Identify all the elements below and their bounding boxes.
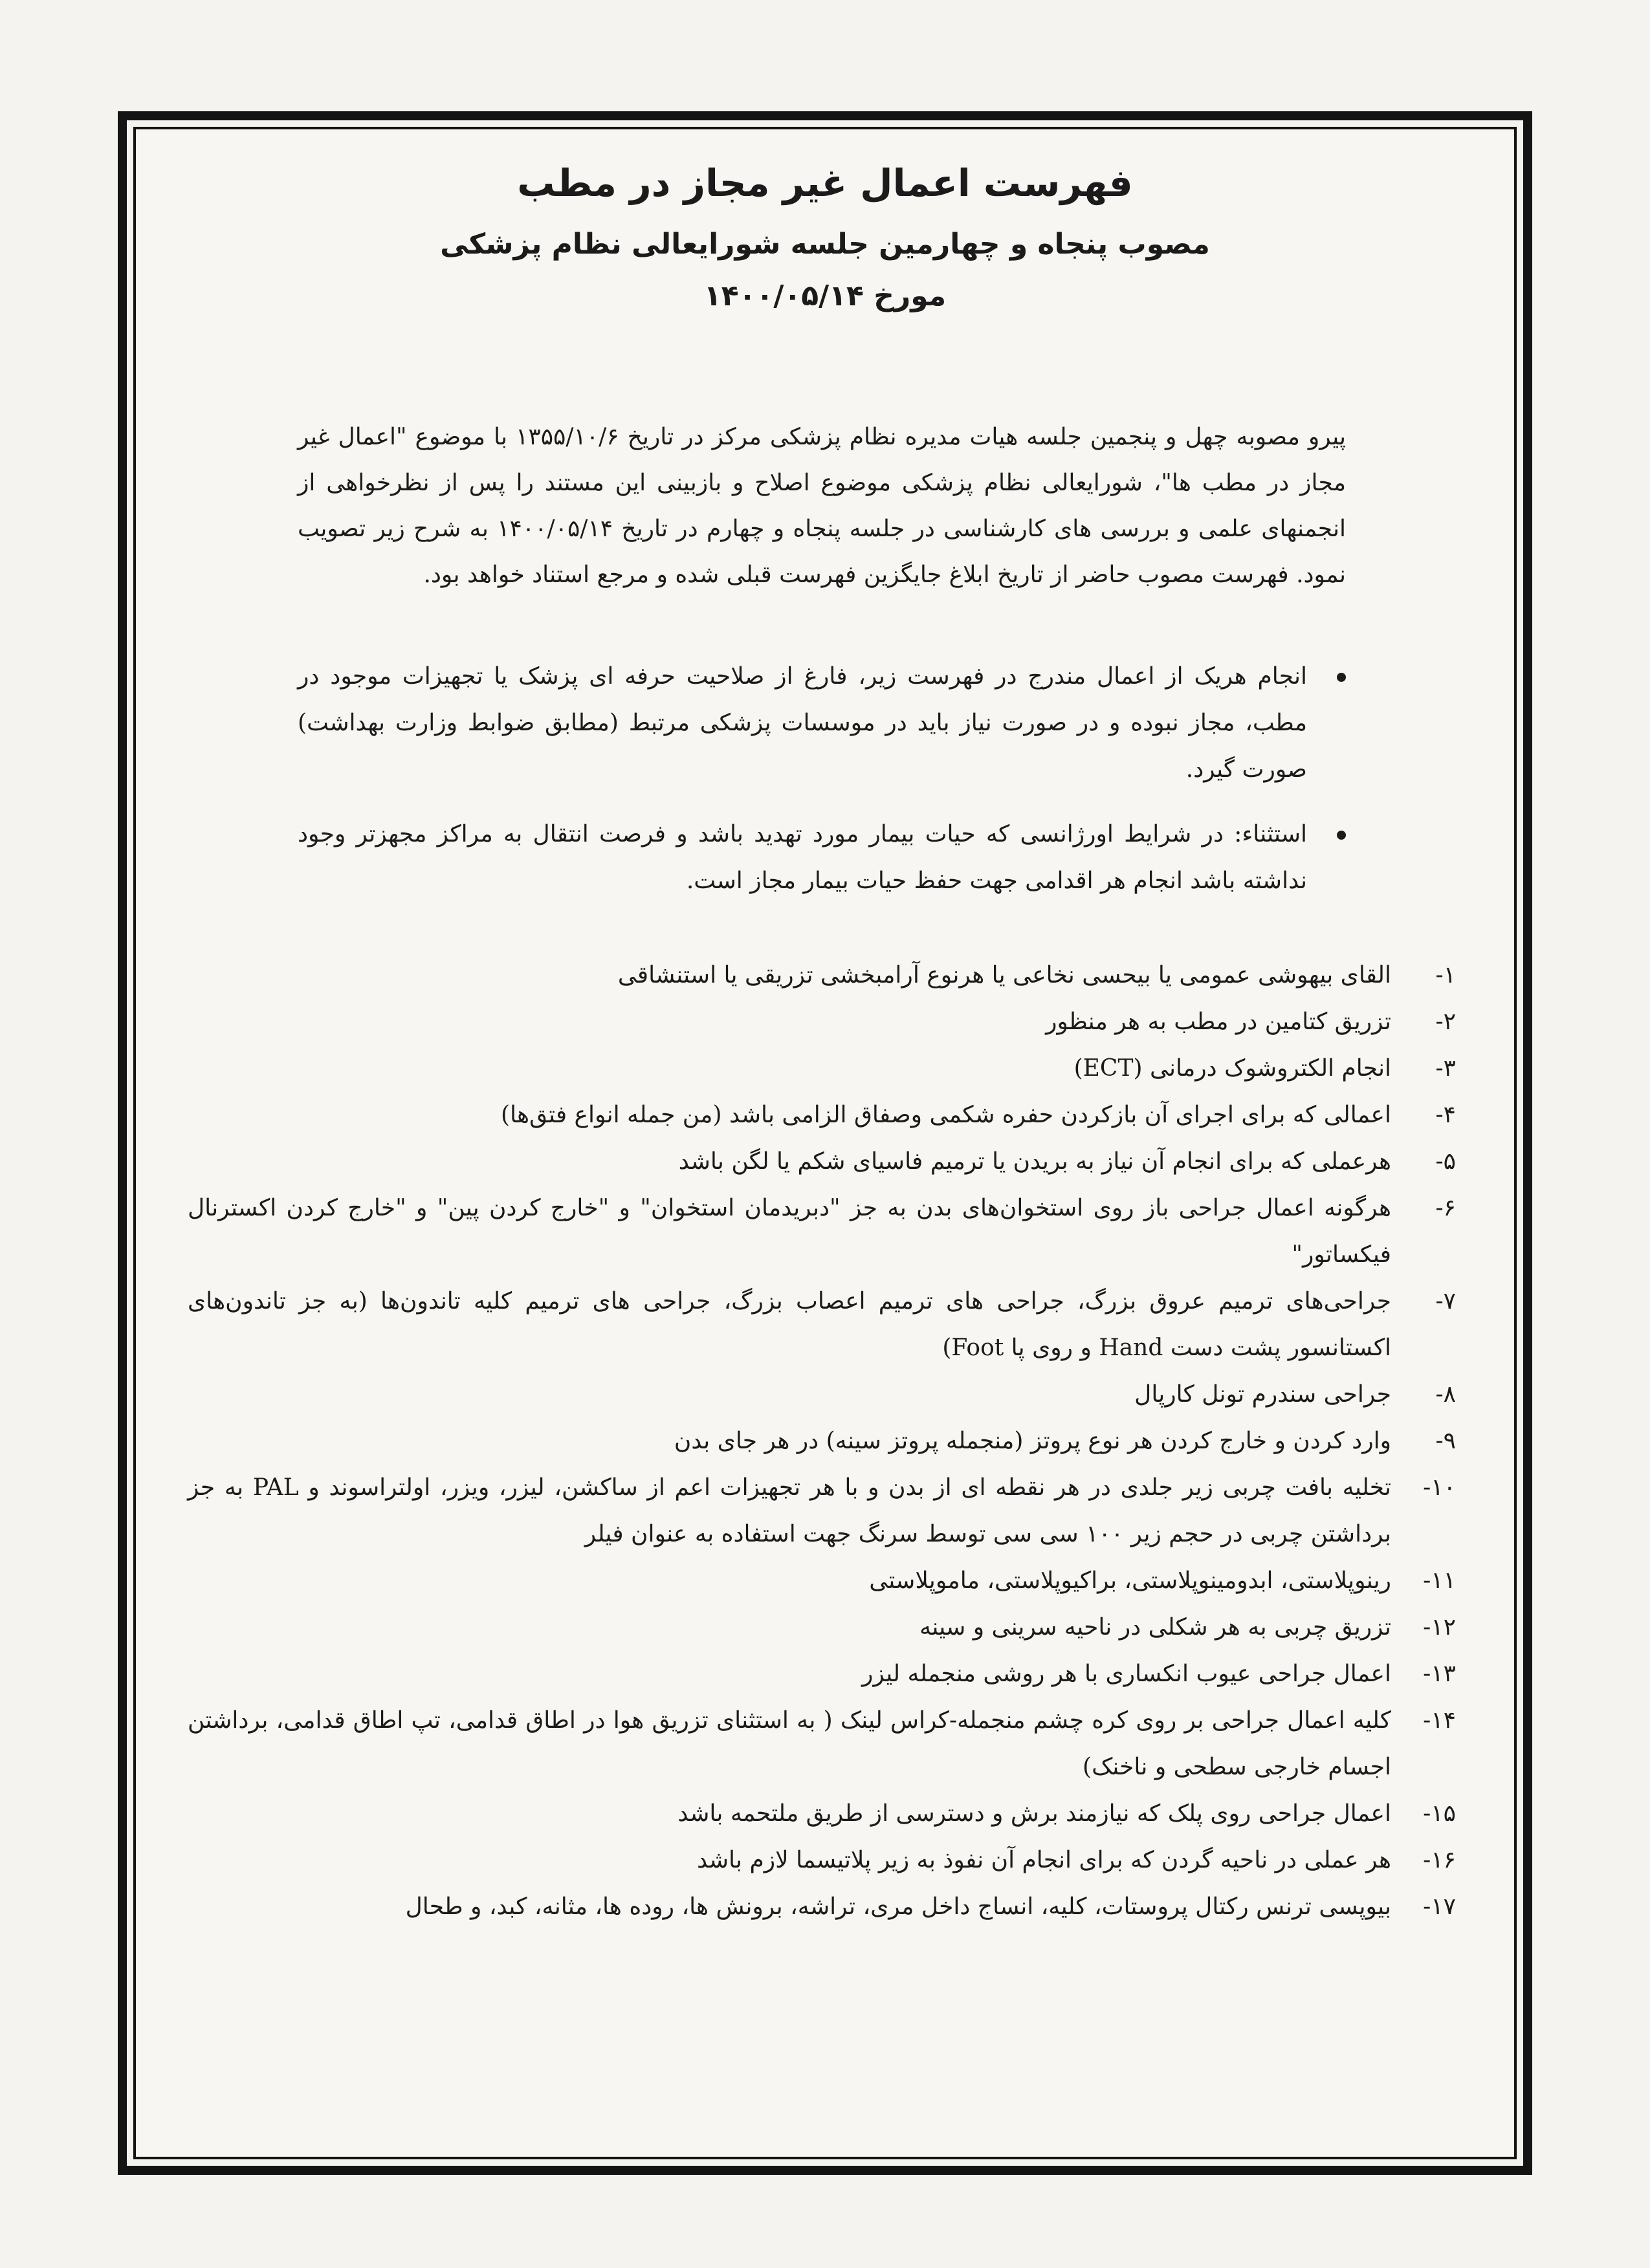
list-item xyxy=(188,1185,1456,1278)
intro-paragraph: پیرو مصوبه چهل و پنجمین جلسه هیات مدیره نظام پزشکی مرکز در تاریخ ۱۳۵۵/۱۰/۶ با موضوع "اعمال غیر مجاز در مطب ها"، شورایعالی نظام پزشکی موضوع اصلاح و بازبینی این مستند را پس از نظرخواهی از انجمنهای علمی و بررسی های کارشناسی در جلسه پنجاه و چهارم در تاریخ ۱۴۰۰/۰۵/۱۴ به شرح زیر تصویب نمود. فهرست مصوب حاضر از تاریخ ابلاغ جایگزین فهرست قبلی شده و مرجع استناد خواهد بود. xyxy=(298,424,1346,588)
list-item xyxy=(188,1651,1456,1697)
list-item xyxy=(188,1465,1456,1558)
item-text: القای بیهوشی عمومی یا بیحسی نخاعی یا هرنوع آرامبخشی تزریقی یا استنشاقی xyxy=(617,962,1391,988)
item-text: رینوپلاستی، ابدومینوپلاستی، براکیوپلاستی، ماموپلاستی xyxy=(869,1567,1391,1594)
list-item xyxy=(188,1045,1456,1092)
item-number: ۱۳- xyxy=(1423,1661,1456,1687)
item-number: ۱۷- xyxy=(1423,1893,1456,1920)
item-number: ۴- xyxy=(1435,1102,1456,1128)
item-number: ۱۵- xyxy=(1423,1800,1456,1827)
item-number: ۳- xyxy=(1435,1055,1456,1082)
item-text: بیوپسی ترنس رکتال پروستات، کلیه، انساج داخل مری، تراشه، برونش ها، روده ها، مثانه، کبد، و طحال xyxy=(405,1893,1391,1920)
item-text: هر عملی در ناحیه گردن که برای انجام آن نفوذ به زیر پلاتیسما لازم باشد xyxy=(696,1847,1391,1873)
item-text: کلیه اعمال جراحی بر روی کره چشم منجمله-کراس لینک ( به استثنای تزریق هوا در اطاق قدامی، تپ اطاق قدامی، برداشتن اجسام خارجی سطحی و ناخنک) xyxy=(188,1707,1391,1780)
item-number: ۱- xyxy=(1435,962,1456,988)
item-text: انجام الکتروشوک درمانی (ECT) xyxy=(1073,1055,1391,1082)
list-item xyxy=(188,1418,1456,1465)
item-text: جراحی‌های ترمیم عروق بزرگ، جراحی های ترمیم اعصاب بزرگ، جراحی های ترمیم کلیه تاندون‌ها (به جز تاندون‌های اکستانسور پشت دست Hand و روی پا Foot) xyxy=(188,1288,1391,1361)
item-number: ۲- xyxy=(1435,1009,1456,1035)
list-item xyxy=(188,1371,1456,1418)
list-item xyxy=(188,1558,1456,1604)
note-item xyxy=(298,653,1346,793)
item-text: تخلیه بافت چربی زیر جلدی در هر نقطه ای از بدن و با هر تجهیزات اعم از ساکشن، لیزر، ویزر، اولتراسوند و PAL به جز برداشتن چربی در حجم زیر ۱۰۰ سی سی توسط سرنگ جهت استفاده به عنوان فیلر xyxy=(188,1474,1392,1547)
list-item xyxy=(188,1697,1456,1791)
bullet-icon xyxy=(1337,831,1346,840)
item-text: تزریق کتامین در مطب به هر منظور xyxy=(1046,1009,1391,1035)
list-item xyxy=(188,1604,1456,1651)
item-number: ۹- xyxy=(1435,1428,1456,1454)
list-item xyxy=(188,1278,1456,1371)
prohibited-procedures-list xyxy=(188,952,1456,1930)
item-text: جراحی سندرم تونل کارپال xyxy=(1134,1381,1391,1408)
document-header xyxy=(133,154,1517,322)
list-item xyxy=(188,1791,1456,1837)
bullet-icon xyxy=(1337,673,1346,682)
document-subtitle: مصوب پنجاه و چهارمین جلسه شورایعالی نظام پزشکی xyxy=(440,228,1210,261)
document-date: مورخ ۱۴۰۰/۰۵/۱۴ xyxy=(703,279,947,312)
note-item xyxy=(298,811,1346,904)
list-item xyxy=(188,1139,1456,1185)
list-item xyxy=(188,1092,1456,1139)
item-number: ۱۶- xyxy=(1423,1847,1456,1873)
item-number: ۷- xyxy=(1435,1288,1456,1314)
item-text: وارد کردن و خارج کردن هر نوع پروتز (منجمله پروتز سینه) در هر جای بدن xyxy=(674,1428,1391,1454)
list-item xyxy=(188,999,1456,1045)
item-text: اعمال جراحی روی پلک که نیازمند برش و دسترسی از طریق ملتحمه باشد xyxy=(677,1800,1391,1827)
note-text: انجام هریک از اعمال مندرج در فهرست زیر، فارغ از صلاحیت حرفه ای پزشک یا تجهیزات موجود در مطب، مجاز نبوده و در صورت نیاز باید در موسسات پزشکی مرتبط (مطابق ضوابط وزارت بهداشت) صورت گیرد. xyxy=(298,663,1307,783)
item-number: ۱۲- xyxy=(1423,1614,1456,1641)
document-title: فهرست اعمال غیر مجاز در مطب xyxy=(517,161,1133,205)
item-text: هرعملی که برای انجام آن نیاز به بریدن یا ترمیم فاسیای شکم یا لگن باشد xyxy=(678,1148,1391,1175)
item-number: ۸- xyxy=(1435,1381,1456,1408)
notes-list xyxy=(298,653,1346,922)
list-item xyxy=(188,952,1456,999)
item-text: تزریق چربی به هر شکلی در ناحیه سرینی و سینه xyxy=(919,1614,1391,1641)
item-text: اعمالی که برای اجرای آن بازکردن حفره شکمی وصفاق الزامی باشد (من جمله انواع فتق‌ها) xyxy=(500,1102,1391,1128)
list-item xyxy=(188,1837,1456,1884)
note-text: استثناء: در شرایط اورژانسی که حیات بیمار مورد تهدید باشد و فرصت انتقال به مراکز مجهزتر وجود نداشته باشد انجام هر اقدامی جهت حفظ حیات بیمار مجاز است. xyxy=(298,821,1307,894)
item-number: ۵- xyxy=(1435,1148,1456,1175)
item-number: ۱۱- xyxy=(1423,1567,1456,1594)
item-text: اعمال جراحی عیوب انکساری با هر روشی منجمله لیزر xyxy=(862,1661,1391,1687)
list-item xyxy=(188,1884,1456,1930)
item-number: ۶- xyxy=(1435,1195,1456,1221)
item-number: ۱۰- xyxy=(1423,1474,1456,1501)
item-number: ۱۴- xyxy=(1423,1707,1456,1734)
item-text: هرگونه اعمال جراحی باز روی استخوان‌های بدن به جز "دبریدمان استخوان" و "خارج کردن پین" و "خارج کردن اکسترنال فیکساتور" xyxy=(188,1195,1391,1268)
